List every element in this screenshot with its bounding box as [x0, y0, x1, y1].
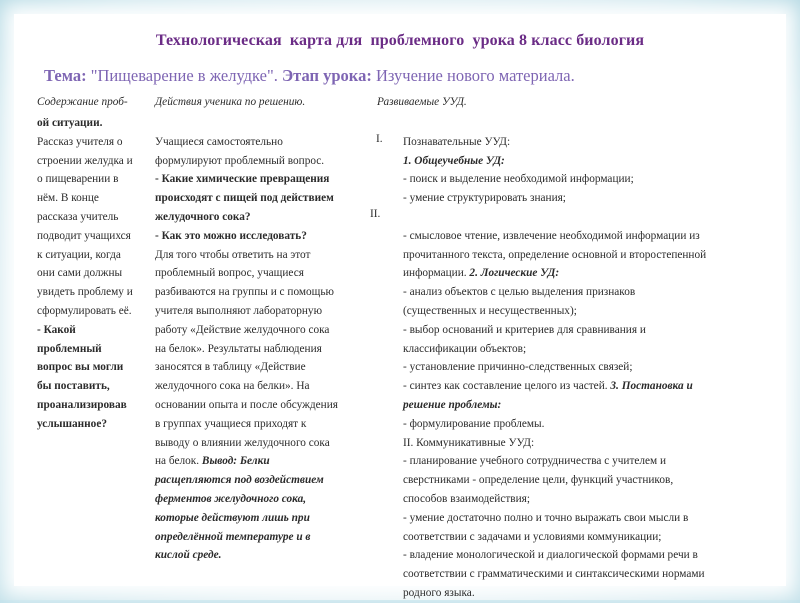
col3-line: - смысловое чтение, извлечение необходимой информации из: [403, 229, 700, 242]
col3-line: Познавательные УУД:: [403, 135, 511, 148]
column-uud: [403, 114, 706, 603]
col1-line: о пищеварении в: [37, 173, 119, 186]
col2-line: работу «Действие желудочного сока: [155, 323, 330, 336]
col2-line: разбиваются на группы и с помощью: [155, 286, 334, 299]
col2-line: проблемный вопрос, учащиеся: [155, 267, 304, 280]
col2-line: на белок. Вывод: Белки: [155, 455, 270, 468]
col3-line: - формулирование проблемы.: [403, 417, 545, 430]
col2-line: кислой среде.: [155, 549, 222, 562]
col2-line: расщепляются под воздействием: [155, 474, 324, 487]
col3-line: - планирование учебного сотрудничества с учителем и: [403, 455, 667, 468]
col3-line: (существенных и несущественных);: [403, 304, 577, 317]
page-title: Технологическая карта для проблемного урока 8 класс биология: [155, 32, 645, 49]
header-uud: Развиваемые УУД.: [377, 96, 467, 108]
col1-line: подводит учащихся: [37, 229, 131, 242]
col3-line: соответствии с грамматическими и синтаксическими нормами: [403, 568, 705, 581]
col2-line: основании опыта и после обсуждения: [155, 398, 338, 411]
col3-line: классификации объектов;: [403, 342, 527, 355]
col2-line: ферментов желудочного сока,: [155, 492, 307, 505]
col3-line: информации. 2. Логические УД:: [403, 267, 560, 280]
stage-value: Изучение нового материала.: [375, 66, 575, 85]
stage-label: Этап урока:: [281, 66, 376, 85]
col2-line: Для того чтобы ответить на этот: [155, 248, 311, 261]
col1-line: сформулировать её.: [37, 304, 132, 317]
col2-line: Учащиеся самостоятельно: [155, 135, 283, 148]
col1-line: они сами должны: [37, 267, 123, 280]
roman-numeral-2: II.: [370, 208, 381, 220]
roman-numeral-1: I.: [376, 133, 383, 145]
col3-line: соответствии с задачами и условиями коммуникации;: [403, 530, 662, 543]
col3-line: - умение структурировать знания;: [403, 192, 566, 205]
col3-line: решение проблемы:: [403, 398, 502, 411]
col2-line: выводу о влиянии желудочного сока: [155, 436, 330, 449]
col3-line: - владение монологической и диалогической формами речи в: [403, 549, 698, 562]
col2-line: желудочного сока?: [155, 210, 251, 223]
col1-line: проблемный: [37, 342, 102, 355]
topic-label: Тема:: [44, 66, 91, 85]
col3-line: - анализ объектов с целью выделения признаков: [403, 286, 636, 299]
col2-line: учителя выполняют лабораторную: [155, 304, 323, 317]
col3-line: 1. Общеучебные УД:: [403, 154, 505, 167]
col1-line: нём. В конце: [37, 192, 99, 205]
col2-line: определённой температуре и в: [155, 530, 311, 543]
col1-line: увидеть проблему и: [37, 286, 133, 299]
col3-line: прочитанного текста, определение основной и второстепенной: [403, 248, 707, 261]
col1-line: рассказа учитель: [37, 210, 119, 223]
col2-line: [155, 114, 338, 133]
col1-line: - Какой: [37, 323, 76, 336]
col3-line: - установление причинно-следственных связей;: [403, 361, 633, 374]
col1-line: услышанное?: [37, 417, 107, 430]
header-actions: Действия ученика по решению.: [155, 96, 306, 108]
topic-line: [44, 66, 575, 86]
col1-line: Рассказ учителя о: [37, 135, 123, 148]
column-actions: [155, 114, 338, 565]
col2-line: происходят с пищей под действием: [155, 192, 334, 205]
col3-line: II. Коммуникативные УУД:: [403, 436, 535, 449]
col1-line: ой ситуации.: [37, 117, 103, 129]
col1-line: бы поставить,: [37, 380, 110, 393]
col2-line: в группах учащиеся приходят к: [155, 417, 307, 430]
col1-line: проанализировав: [37, 398, 127, 411]
col3-line: [403, 114, 706, 133]
col2-line: - Как это можно исследовать?: [155, 229, 307, 242]
col3-line: - выбор оснований и критериев для сравнивания и: [403, 323, 646, 336]
col2-line: на белок». Результаты наблюдения: [155, 342, 322, 355]
topic-value: "Пищеварение в желудке".: [90, 66, 282, 85]
header-content: Содержание проб-: [37, 96, 128, 108]
col2-line: формулируют проблемный вопрос.: [155, 154, 325, 167]
col3-line: [403, 208, 706, 227]
col1-line: строении желудка и: [37, 154, 133, 167]
col2-line: заносятся в таблицу «Действие: [155, 361, 306, 374]
col3-line: - синтез как составление целого из частей. 3. Постановка и: [403, 380, 693, 393]
col1-line: вопрос вы могли: [37, 361, 124, 374]
col1-line: к ситуации, когда: [37, 248, 121, 261]
col2-line: - Какие химические превращения: [155, 173, 330, 186]
col3-line: родного языка.: [403, 586, 475, 599]
col3-line: сверстниками - определение цели, функций участников,: [403, 474, 674, 487]
col2-line: которые действуют лишь при: [155, 511, 310, 524]
col3-line: способов взаимодействия;: [403, 492, 531, 505]
col3-line: - умение достаточно полно и точно выражать свои мысли в: [403, 511, 689, 524]
col3-line: - поиск и выделение необходимой информации;: [403, 173, 634, 186]
col2-line: желудочного сока на белки». На: [155, 380, 310, 393]
column-content: [37, 114, 133, 434]
